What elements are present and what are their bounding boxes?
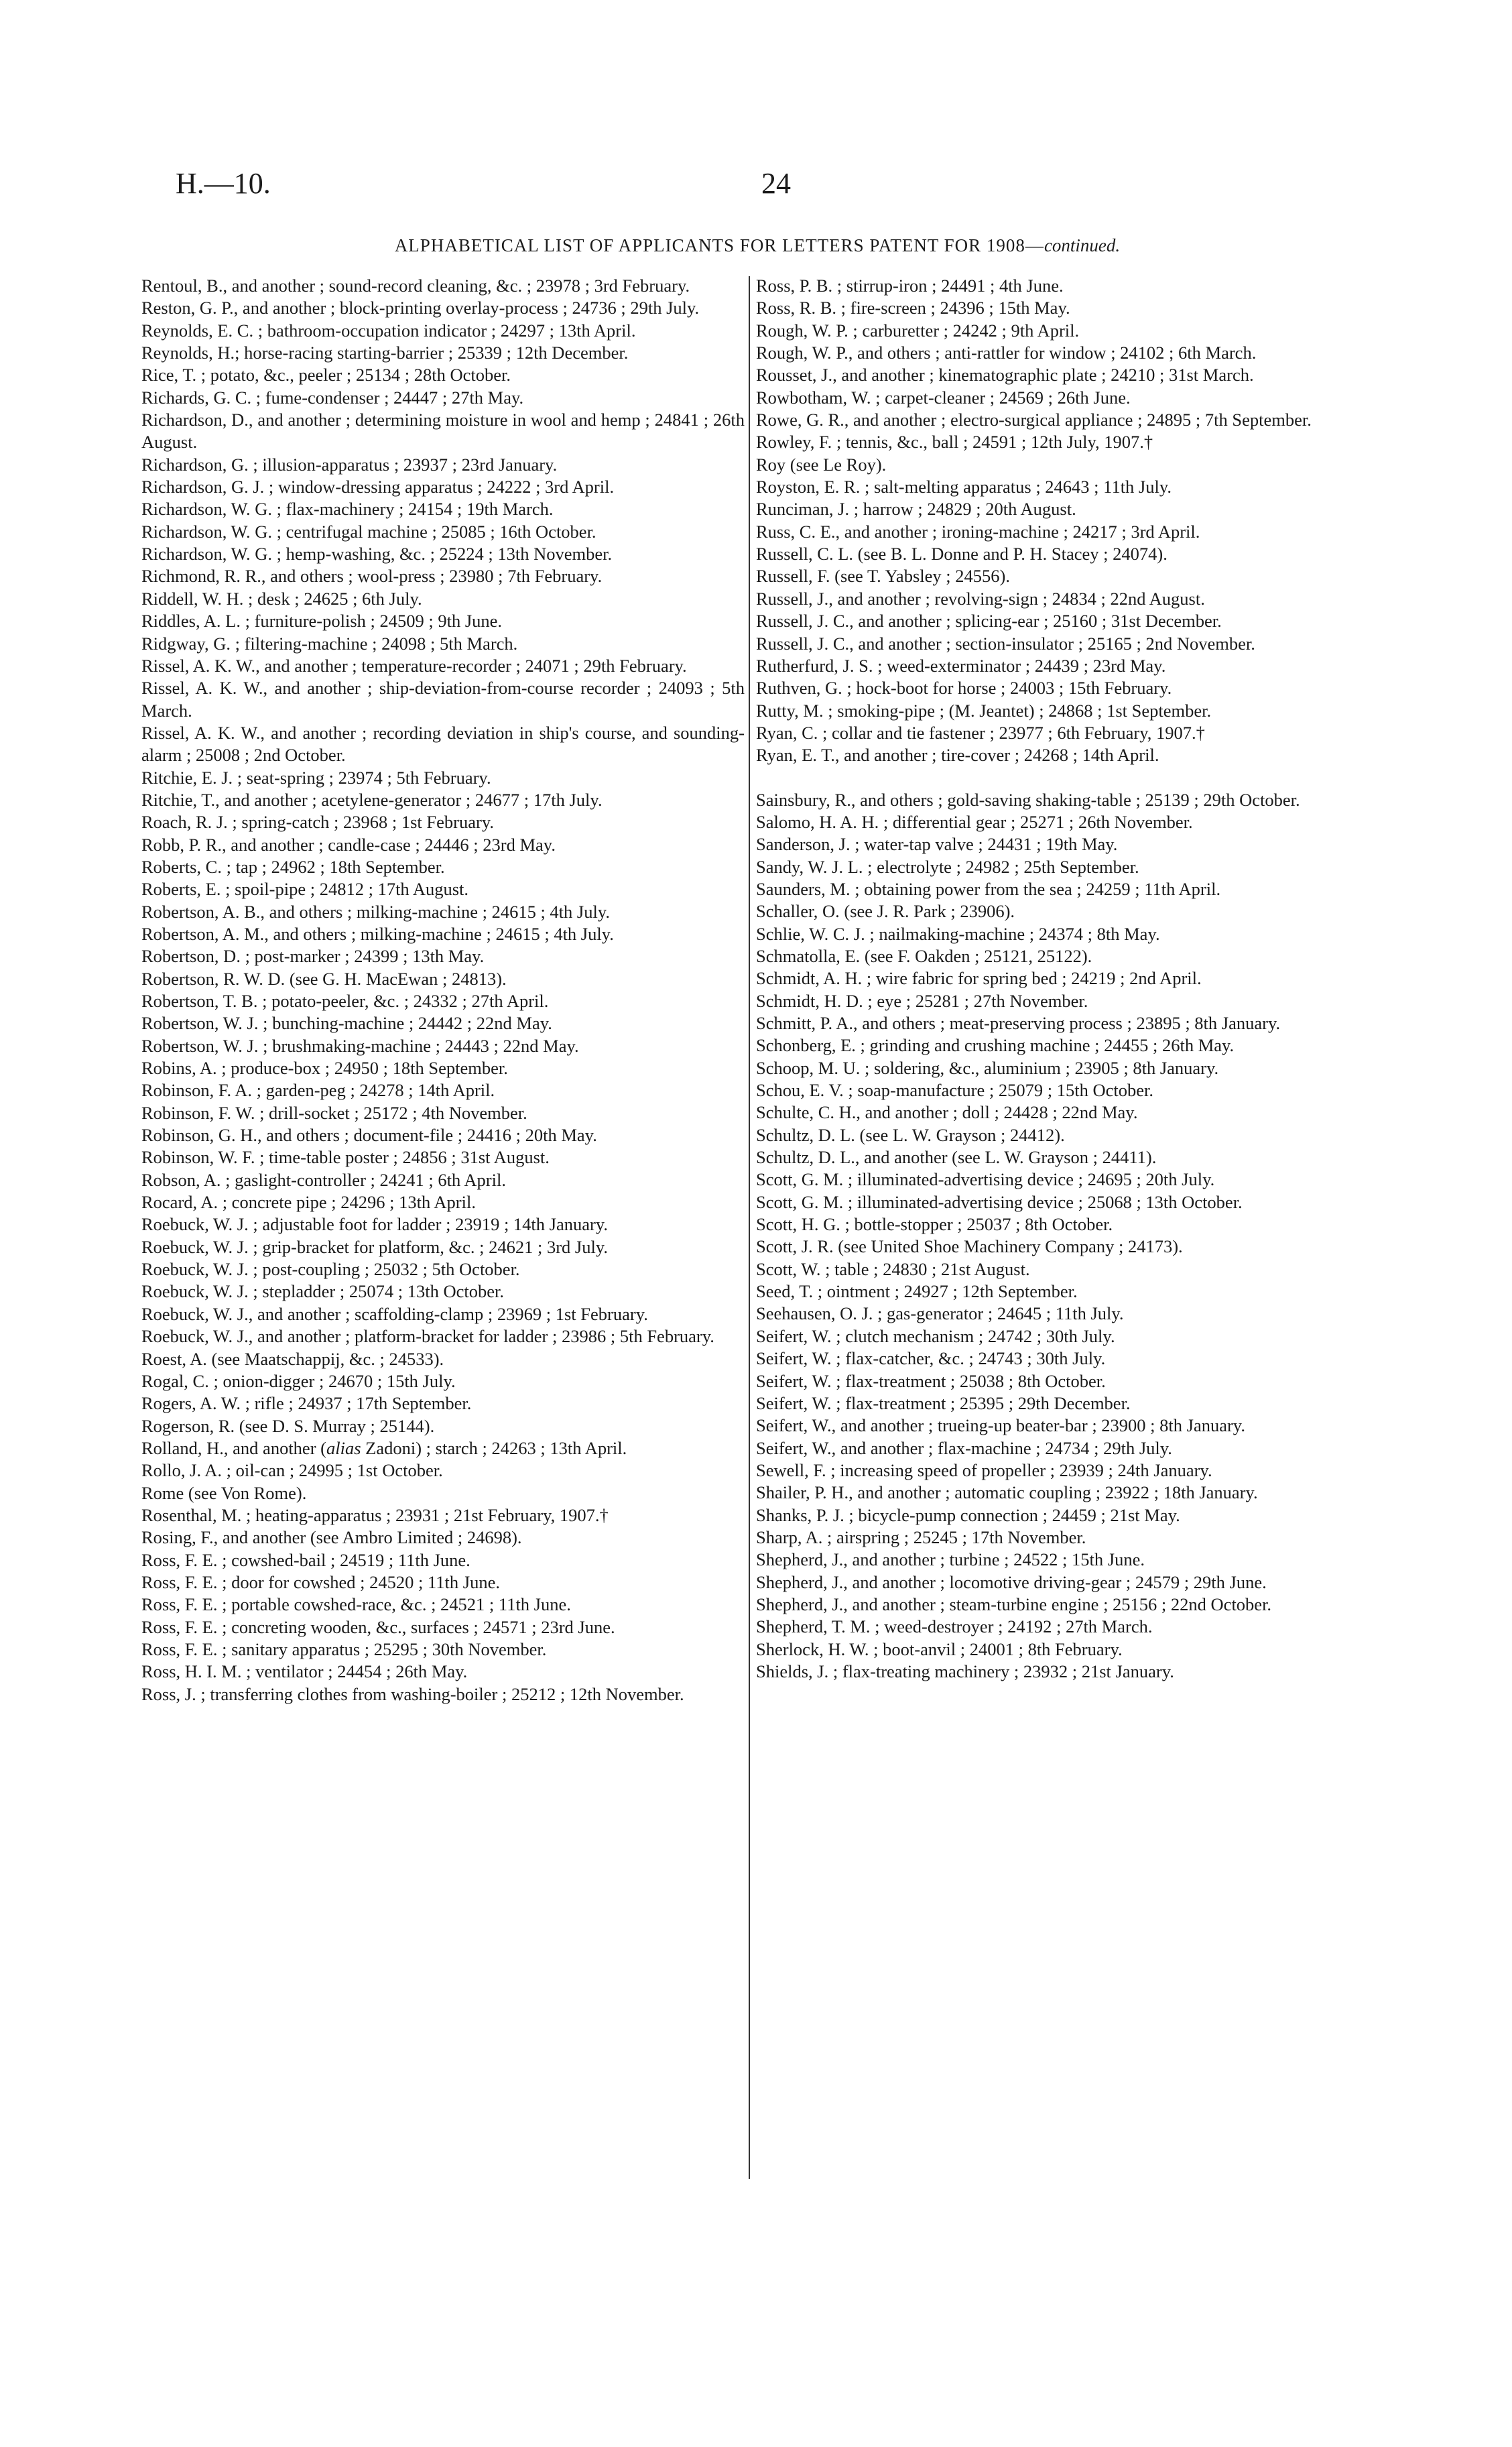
patent-entry: Shepherd, J., and another ; locomotive driving-gear ; 24579 ; 29th June. <box>756 1571 1267 1592</box>
patent-entry: Ross, J. ; transferring clothes from washing-boiler ; 25212 ; 12th November. <box>141 1683 684 1704</box>
patent-entry: Russell, J. C., and another ; splicing-ear ; 25160 ; 31st December. <box>756 611 1222 632</box>
patent-entry: Schultz, D. L., and another (see L. W. Grayson ; 24411). <box>756 1147 1157 1168</box>
patent-entry: Richardson, W. G. ; centrifugal machine ; 25085 ; 16th October. <box>141 521 596 542</box>
patent-entry: Sainsbury, R., and others ; gold-saving shaking-table ; 25139 ; 29th October. <box>756 789 1300 810</box>
patent-entry: Reynolds, E. C. ; bathroom-occupation indicator ; 24297 ; 13th April. <box>141 320 636 341</box>
patent-entry: Robinson, F. A. ; garden-peg ; 24278 ; 14th April. <box>141 1080 495 1101</box>
patent-entry: Schultz, D. L. (see L. W. Grayson ; 24412). <box>756 1124 1065 1145</box>
patent-entry: Robertson, T. B. ; potato-peeler, &c. ; 24332 ; 27th April. <box>141 991 549 1011</box>
patent-entry: Rentoul, B., and another ; sound-record cleaning, &c. ; 23978 ; 3rd February. <box>141 276 690 296</box>
patent-entry: Rousset, J., and another ; kinematographic plate ; 24210 ; 31st March. <box>756 365 1254 385</box>
patent-entry: Rowley, F. ; tennis, &c., ball ; 24591 ; 12th July, 1907.† <box>756 432 1153 453</box>
patent-entry: Roest, A. (see Maatschappij, &c. ; 24533). <box>141 1348 444 1369</box>
patent-entry: Russ, C. E., and another ; ironing-machine ; 24217 ; 3rd April. <box>756 521 1200 542</box>
patent-entry: Ross, F. E. ; sanitary apparatus ; 25295 ; 30th November. <box>141 1638 547 1659</box>
patent-entry: Roberts, C. ; tap ; 24962 ; 18th September. <box>141 856 445 877</box>
patent-entry: Rocard, A. ; concrete pipe ; 24296 ; 13th April. <box>141 1192 476 1213</box>
right-column <box>756 275 1367 1683</box>
patent-entry: Richardson, W. G. ; flax-machinery ; 24154 ; 19th March. <box>141 499 554 520</box>
patent-entry: Sharp, A. ; airspring ; 25245 ; 17th November. <box>756 1527 1086 1547</box>
patent-entry: Roberts, E. ; spoil-pipe ; 24812 ; 17th August. <box>141 879 469 900</box>
patent-entry: Russell, J. C., and another ; section-insulator ; 25165 ; 2nd November. <box>756 633 1255 654</box>
patent-entry: Riddell, W. H. ; desk ; 24625 ; 6th July. <box>141 588 422 609</box>
patent-entry <box>756 767 1367 789</box>
patent-entry: Robertson, W. J. ; brushmaking-machine ; 24443 ; 22nd May. <box>141 1035 579 1056</box>
patent-entry: Riddles, A. L. ; furniture-polish ; 24509 ; 9th June. <box>141 611 503 632</box>
patent-entry: Schonberg, E. ; grinding and crushing machine ; 24455 ; 26th May. <box>756 1035 1235 1056</box>
page-code: H.—10. <box>176 167 271 200</box>
patent-entry: Rutherfurd, J. S. ; weed-exterminator ; 24439 ; 23rd May. <box>756 655 1166 676</box>
patent-entry: Scott, H. G. ; bottle-stopper ; 25037 ; 8th October. <box>756 1214 1113 1235</box>
patent-entry: Rollo, J. A. ; oil-can ; 24995 ; 1st October. <box>141 1460 443 1481</box>
list-title-main: ALPHABETICAL LIST OF APPLICANTS FOR LETTERS PATENT FOR 1908— <box>394 235 1044 255</box>
patent-entry: Seifert, W. ; flax-catcher, &c. ; 24743 ; 30th July. <box>756 1348 1106 1369</box>
patent-entry: Rutty, M. ; smoking-pipe ; (M. Jeantet) ; 24868 ; 1st September. <box>756 700 1212 721</box>
patent-entry: Ross, F. E. ; concreting wooden, &c., surfaces ; 24571 ; 23rd June. <box>141 1616 615 1637</box>
patent-entry: Rissel, A. K. W., and another ; recording deviation in ship's course, and sounding-alarm ; 25008 ; 2nd October. <box>141 722 745 766</box>
patent-entry: Rowbotham, W. ; carpet-cleaner ; 24569 ; 26th June. <box>756 387 1131 408</box>
patent-entry: Royston, E. R. ; salt-melting apparatus ; 24643 ; 11th July. <box>756 477 1172 497</box>
patent-entry: Roebuck, W. J. ; grip-bracket for platform, &c. ; 24621 ; 3rd July. <box>141 1236 608 1257</box>
patent-entry: Roebuck, W. J., and another ; scaffolding-clamp ; 23969 ; 1st February. <box>141 1303 648 1324</box>
patent-entry: Scott, G. M. ; illuminated-advertising device ; 25068 ; 13th October. <box>756 1191 1243 1212</box>
patent-entry: Seifert, W., and another ; flax-machine ; 24734 ; 29th July. <box>756 1437 1172 1458</box>
patent-entry: Rome (see Von Rome). <box>141 1482 307 1503</box>
list-title-suffix: continued. <box>1044 235 1121 255</box>
patent-entry: Robertson, A. M., and others ; milking-machine ; 24615 ; 4th July. <box>141 923 614 944</box>
patent-entry: Richardson, G. ; illusion-apparatus ; 23937 ; 23rd January. <box>141 454 558 475</box>
patent-entry: Richmond, R. R., and others ; wool-press ; 23980 ; 7th February. <box>141 566 603 587</box>
patent-entry: Richards, G. C. ; fume-condenser ; 24447 ; 27th May. <box>141 387 524 408</box>
patent-entry: Salomo, H. A. H. ; differential gear ; 25271 ; 26th November. <box>756 811 1193 832</box>
patent-entry: Rice, T. ; potato, &c., peeler ; 25134 ; 28th October. <box>141 365 511 385</box>
patent-entry: Robertson, W. J. ; bunching-machine ; 24442 ; 22nd May. <box>141 1013 552 1034</box>
left-column <box>141 275 745 1706</box>
patent-entry: Schou, E. V. ; soap-manufacture ; 25079 ; 15th October. <box>756 1080 1153 1101</box>
patent-entry: Robertson, R. W. D. (see G. H. MacEwan ; 24813). <box>141 968 507 989</box>
patent-entry: Richardson, W. G. ; hemp-washing, &c. ; 25224 ; 13th November. <box>141 544 613 564</box>
patent-entry: Ruthven, G. ; hock-boot for horse ; 24003 ; 15th February. <box>756 678 1172 699</box>
patent-entry: Rissel, A. K. W., and another ; ship-deviation-from-course recorder ; 24093 ; 5th March. <box>141 678 745 721</box>
patent-entry: Ross, F. E. ; portable cowshed-race, &c. ; 24521 ; 11th June. <box>141 1594 571 1615</box>
patent-entry: Shields, J. ; flax-treating machinery ; 23932 ; 21st January. <box>756 1661 1174 1681</box>
patent-entry: Ryan, E. T., and another ; tire-cover ; 24268 ; 14th April. <box>756 745 1159 766</box>
patent-entry: Schmidt, A. H. ; wire fabric for spring bed ; 24219 ; 2nd April. <box>756 968 1202 989</box>
patent-entry: Reynolds, H.; horse-racing starting-barrier ; 25339 ; 12th December. <box>141 343 629 363</box>
patent-entry: Schmidt, H. D. ; eye ; 25281 ; 27th November. <box>756 990 1088 1011</box>
patent-entry: Reston, G. P., and another ; block-printing overlay-process ; 24736 ; 29th July. <box>141 298 700 318</box>
page-number: 24 <box>761 167 791 200</box>
patent-entry: Ridgway, G. ; filtering-machine ; 24098 ; 5th March. <box>141 633 518 654</box>
patent-entry: Richardson, G. J. ; window-dressing apparatus ; 24222 ; 3rd April. <box>141 477 615 497</box>
patent-entry: Schmatolla, E. (see F. Oakden ; 25121, 25122). <box>756 945 1092 966</box>
patent-entry: Sanderson, J. ; water-tap valve ; 24431 ; 19th May. <box>756 834 1118 855</box>
patent-entry: Rogal, C. ; onion-digger ; 24670 ; 15th July. <box>141 1370 456 1391</box>
patent-entry: Rowe, G. R., and another ; electro-surgical appliance ; 24895 ; 7th September. <box>756 410 1312 430</box>
patent-entry: Robb, P. R., and another ; candle-case ; 24446 ; 23rd May. <box>141 834 556 855</box>
patent-entry: Seifert, W. ; flax-treatment ; 25395 ; 29th December. <box>756 1392 1131 1413</box>
patent-entry: Ross, F. E. ; door for cowshed ; 24520 ; 11th June. <box>141 1571 500 1592</box>
patent-entry: Shepherd, J., and another ; turbine ; 24522 ; 15th June. <box>756 1549 1145 1570</box>
patent-entry: Rogerson, R. (see D. S. Murray ; 25144). <box>141 1415 435 1436</box>
patent-entry: Rogers, A. W. ; rifle ; 24937 ; 17th September. <box>141 1393 472 1414</box>
patent-entry: Robinson, G. H., and others ; document-file ; 24416 ; 20th May. <box>141 1125 597 1146</box>
patent-entry: Richardson, D., and another ; determining moisture in wool and hemp ; 24841 ; 26th August. <box>141 410 745 453</box>
patent-entry: Sherlock, H. W. ; boot-anvil ; 24001 ; 8th February. <box>756 1638 1123 1659</box>
patent-entry: Seifert, W. ; flax-treatment ; 25038 ; 8th October. <box>756 1370 1106 1391</box>
patent-entry: Roy (see Le Roy). <box>756 454 887 475</box>
patent-entry: Roebuck, W. J. ; stepladder ; 25074 ; 13th October. <box>141 1281 504 1302</box>
patent-entry: Schmitt, P. A., and others ; meat-preserving process ; 23895 ; 8th January. <box>756 1013 1281 1033</box>
list-title <box>134 234 1381 257</box>
patent-entry: Roebuck, W. J. ; post-coupling ; 25032 ; 5th October. <box>141 1259 520 1280</box>
patent-entry: Robertson, D. ; post-marker ; 24399 ; 13th May. <box>141 946 485 967</box>
patent-entry: Scott, J. R. (see United Shoe Machinery Company ; 24173). <box>756 1236 1183 1257</box>
patent-entry: Shailer, P. H., and another ; automatic coupling ; 23922 ; 18th January. <box>756 1482 1258 1503</box>
patent-entry: Roebuck, W. J. ; adjustable foot for ladder ; 23919 ; 14th January. <box>141 1214 608 1235</box>
patent-entry: Ross, P. B. ; stirrup-iron ; 24491 ; 4th June. <box>756 276 1064 296</box>
patent-entry: Shepherd, T. M. ; weed-destroyer ; 24192 ; 27th March. <box>756 1616 1153 1637</box>
patent-entry: Schlie, W. C. J. ; nailmaking-machine ; 24374 ; 8th May. <box>756 923 1160 944</box>
patent-entry: Robinson, W. F. ; time-table poster ; 24856 ; 31st August. <box>141 1147 550 1168</box>
patent-entry: Russell, F. (see T. Yabsley ; 24556). <box>756 566 1010 587</box>
patent-entry: Shepherd, J., and another ; steam-turbine engine ; 25156 ; 22nd October. <box>756 1594 1272 1614</box>
patent-entry: Rolland, H., and another (alias Zadoni) ; starch ; 24263 ; 13th April. <box>141 1437 627 1458</box>
patent-entry: Ross, H. I. M. ; ventilator ; 24454 ; 26th May. <box>141 1661 468 1682</box>
patent-entry: Robson, A. ; gaslight-controller ; 24241 ; 6th April. <box>141 1169 506 1190</box>
patent-entry: Rough, W. P., and others ; anti-rattler for window ; 24102 ; 6th March. <box>756 343 1257 363</box>
patent-entry: Robins, A. ; produce-box ; 24950 ; 18th September. <box>141 1058 508 1079</box>
patent-entry: Ritchie, E. J. ; seat-spring ; 23974 ; 5th February. <box>141 767 491 788</box>
patent-entry: Scott, W. ; table ; 24830 ; 21st August. <box>756 1258 1030 1279</box>
patent-entry: Sandy, W. J. L. ; electrolyte ; 24982 ; 25th September. <box>756 856 1139 877</box>
patent-entry: Roach, R. J. ; spring-catch ; 23968 ; 1st February. <box>141 812 494 833</box>
patent-entry: Saunders, M. ; obtaining power from the sea ; 24259 ; 11th April. <box>756 878 1221 899</box>
patent-entry: Schoop, M. U. ; soldering, &c., aluminium ; 23905 ; 8th January. <box>756 1057 1219 1078</box>
patent-entry: Shanks, P. J. ; bicycle-pump connection ; 24459 ; 21st May. <box>756 1504 1180 1525</box>
patent-entry: Seifert, W., and another ; trueing-up beater-bar ; 23900 ; 8th January. <box>756 1415 1245 1436</box>
column-divider <box>749 276 750 2179</box>
patent-entry: Rosing, F., and another (see Ambro Limited ; 24698). <box>141 1527 522 1548</box>
patent-entry: Roebuck, W. J., and another ; platform-bracket for ladder ; 23986 ; 5th February. <box>141 1326 714 1347</box>
patent-entry: Sewell, F. ; increasing speed of propeller ; 23939 ; 24th January. <box>756 1459 1212 1480</box>
patent-entry: Robinson, F. W. ; drill-socket ; 25172 ; 4th November. <box>141 1102 527 1123</box>
patent-entry: Seed, T. ; ointment ; 24927 ; 12th September. <box>756 1281 1078 1302</box>
patent-entry: Scott, G. M. ; illuminated-advertising device ; 24695 ; 20th July. <box>756 1169 1215 1190</box>
patent-entry: Russell, J., and another ; revolving-sign ; 24834 ; 22nd August. <box>756 588 1205 609</box>
patent-entry: Ross, F. E. ; cowshed-bail ; 24519 ; 11th June. <box>141 1549 470 1570</box>
patent-entry: Robertson, A. B., and others ; milking-machine ; 24615 ; 4th July. <box>141 901 611 922</box>
patent-entry: Seehausen, O. J. ; gas-generator ; 24645 ; 11th July. <box>756 1303 1124 1324</box>
patent-entry: Seifert, W. ; clutch mechanism ; 24742 ; 30th July. <box>756 1325 1115 1346</box>
patent-entry: Rissel, A. K. W., and another ; temperature-recorder ; 24071 ; 29th February. <box>141 655 687 676</box>
patent-entry: Russell, C. L. (see B. L. Donne and P. H. Stacey ; 24074). <box>756 544 1168 564</box>
patent-entry: Ryan, C. ; collar and tie fastener ; 23977 ; 6th February, 1907.† <box>756 722 1205 743</box>
patent-entry: Ritchie, T., and another ; acetylene-generator ; 24677 ; 17th July. <box>141 789 603 810</box>
patent-entry: Runciman, J. ; harrow ; 24829 ; 20th August. <box>756 499 1076 520</box>
patent-entry: Schulte, C. H., and another ; doll ; 24428 ; 22nd May. <box>756 1102 1138 1123</box>
patent-entry: Rough, W. P. ; carburetter ; 24242 ; 9th April. <box>756 320 1080 341</box>
patent-entry: Ross, R. B. ; fire-screen ; 24396 ; 15th May. <box>756 298 1070 318</box>
patent-entry: Schaller, O. (see J. R. Park ; 23906). <box>756 901 1015 922</box>
patent-entry: Rosenthal, M. ; heating-apparatus ; 23931 ; 21st February, 1907.† <box>141 1504 609 1525</box>
